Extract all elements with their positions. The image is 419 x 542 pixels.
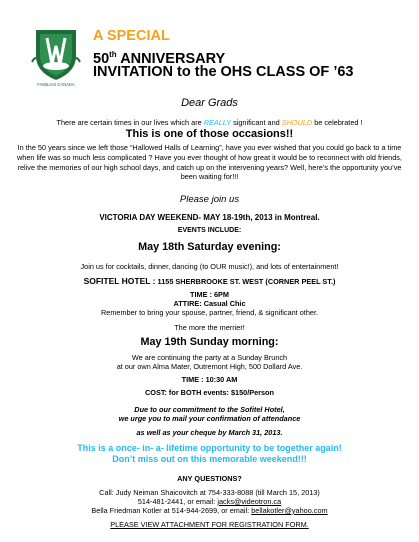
should-word: SHOULD bbox=[281, 118, 313, 127]
commitment-line-2: we urge you to mail your confirmation of attendance bbox=[118, 414, 301, 423]
saturday-time: TIME : 6PM bbox=[190, 290, 229, 299]
questions-heading: ANY QUESTIONS? bbox=[177, 474, 242, 483]
weekend-title: VICTORIA DAY WEEKEND- MAY 18-19th, 2013 in Montreal. bbox=[99, 212, 320, 222]
commitment-line-3: as well as your cheque by March 31, 2013. bbox=[136, 428, 283, 437]
sunday-heading: May 19th Sunday morning: bbox=[140, 336, 279, 348]
header-line-2: 50th ANNIVERSARY bbox=[93, 50, 226, 67]
intro-line: There are certain times in our lives which are REALLY significant and SHOULD be celebrated ! bbox=[56, 118, 363, 127]
header-line-1: A SPECIAL bbox=[93, 28, 170, 44]
email-link-jacks[interactable]: jacks@videotron.ca bbox=[217, 497, 282, 506]
please-join: Please join us bbox=[179, 194, 240, 205]
saturday-heading: May 18th Saturday evening: bbox=[138, 241, 281, 253]
sunday-line-2: at our own Alma Mater, Outremont High, 500 Dollard Ave. bbox=[116, 362, 303, 371]
hotel-line: SOFITEL HOTEL : 1155 SHERBROOKE ST. WEST (CORNER PEEL ST.) bbox=[83, 276, 336, 286]
questions-line-3: Bella Friedman Kotler at 514-944-2699, or email: bellakotler@yahoo.com bbox=[91, 506, 328, 515]
saturday-merrier: The more the merrier! bbox=[174, 323, 245, 332]
really-word: REALLY bbox=[203, 118, 232, 127]
highlight-line-2: Don’t miss out on this memorable weekend!!! bbox=[112, 454, 307, 464]
questions-line-2: 514-481-2441, or email: jacks@videotron.ca bbox=[137, 497, 282, 506]
events-include: EVENTS INCLUDE: bbox=[177, 227, 242, 234]
occasion-heading: This is one of those occasions!! bbox=[125, 128, 294, 140]
commitment-line-1: Due to our commitment to the Sofitel Hotel, bbox=[134, 405, 285, 414]
logo-caption: FAMILIAS CANADA bbox=[37, 82, 75, 87]
sunday-line-1: We are continuing the party at a Sunday Brunch bbox=[131, 353, 288, 362]
sunday-time: TIME : 10:30 AM bbox=[181, 375, 238, 384]
email-link-bella[interactable]: bellakotler@yahoo.com bbox=[251, 506, 328, 515]
highlight-line-1: This is a once- in- a- lifetime opportunity to be together again! bbox=[77, 443, 342, 453]
school-crest-logo bbox=[30, 26, 82, 88]
sunday-cost: COST: for BOTH events: $150/Person bbox=[145, 388, 274, 397]
saturday-remember: Remember to bring your spouse, partner, friend, & significant other. bbox=[101, 308, 318, 317]
header-line-3: INVITATION to the OHS CLASS OF ’63 bbox=[93, 64, 354, 80]
attachment-note: PLEASE VIEW ATTACHMENT FOR REGISTRATION FORM. bbox=[110, 520, 309, 529]
saturday-line-1: Join us for cocktails, dinner, dancing (to OUR music!), and lots of entertainment! bbox=[80, 262, 339, 271]
saturday-attire: ATTIRE: Casual Chic bbox=[173, 299, 246, 308]
greeting: Dear Grads bbox=[181, 97, 238, 109]
questions-line-1: Call: Judy Neiman Shaicovitch at 754-333-8088 (till March 15, 2013) bbox=[99, 488, 320, 497]
intro-paragraph: In the 50 years since we left those “Hallowed Halls of Learning”, have you ever wished that you could go back to a time when life was so much less complicated ? Have you ever thought of how great it would be to reconnect with old friends, relive the memories of our high school days, and catch up on the intervening years? Well, here’s the opportunity you’ve been waiting for!!! bbox=[17, 143, 402, 182]
